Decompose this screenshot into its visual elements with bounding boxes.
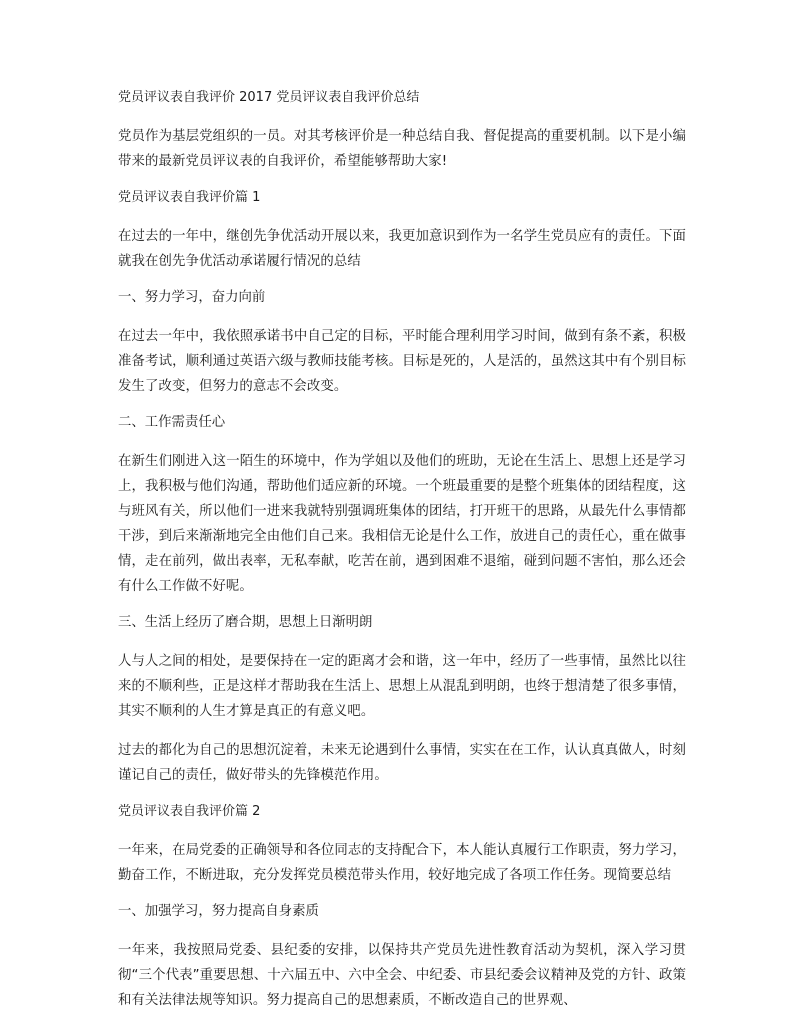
section-2-paragraph-1: 一年来，在局党委的正确领导和各位同志的支持配合下，本人能认真履行工作职责，努力学习，勤奋工作，不断进取，充分发挥党员模范带头作用，较好地完成了各项工作任务。现简要总结 — [118, 843, 686, 883]
section-1-title: 党员评议表自我评价篇 1 — [118, 190, 261, 205]
document-page — [118, 88, 686, 1027]
section-1-heading-3: 三、生活上经历了磨合期，思想上日渐明朗 — [118, 615, 373, 630]
section-2-title: 党员评议表自我评价篇 2 — [118, 804, 261, 819]
section-1-paragraph-1: 在过去的一年中，继创先争优活动开展以来，我更加意识到作为一名学生党员应有的责任。下面就我在创先争优活动承诺履行情况的总结 — [118, 229, 686, 269]
section-1-heading-1: 一、努力学习，奋力向前 — [118, 290, 266, 305]
section-1-paragraph-3: 在新生们刚进入这一陌生的环境中，作为学姐以及他们的班助，无论在生活上、思想上还是学习上，我积极与他们沟通，帮助他们适应新的环境。一个班最重要的是整个班集体的团结程度，这与班风有关，所以他们一进来我就特别强调班集体的团结，打开班干的思路，从最先什么事情都干涉，到后来渐渐地完全由他们自己来。我相信无论是什么工作，放进自己的责任心，重在做事情，走在前列，做出表率，无私奉献，吃苦在前，遇到困难不退缩，碰到问题不害怕，那么还会有什么工作做不好呢。 — [118, 454, 686, 594]
section-1-paragraph-4: 人与人之间的相处，是要保持在一定的距离才会和谐，这一年中，经历了一些事情，虽然比以往来的不顺利些，正是这样才帮助我在生活上、思想上从混乱到明朗，也终于想清楚了很多事情，其实不顺利的人生才算是真正的有意义吧。 — [118, 654, 686, 719]
intro-paragraph: 党员作为基层党组织的一员。对其考核评价是一种总结自我、督促提高的重要机制。以下是小编带来的最新党员评议表的自我评价，希望能够帮助大家! — [118, 129, 686, 169]
section-1-paragraph-2: 在过去一年中，我依照承诺书中自己定的目标，平时能合理利用学习时间，做到有条不紊，积极准备考试，顺利通过英语六级与教师技能考核。目标是死的，人是活的，虽然这其中有个别目标发生了改变，但努力的意志不会改变。 — [118, 329, 686, 394]
section-1-heading-2: 二、工作需责任心 — [118, 415, 226, 430]
document-title: 党员评议表自我评价 2017 党员评议表自我评价总结 — [118, 90, 420, 105]
section-1-paragraph-5: 过去的都化为自己的思想沉淀着，未来无论遇到什么事情，实实在在工作，认认真真做人，时刻谨记自己的责任，做好带头的先锋模范作用。 — [118, 743, 686, 783]
section-2-paragraph-2: 一年来，我按照局党委、县纪委的安排，以保持共产党员先进性教育活动为契机，深入学习贯彻“三个代表”重要思想、十六届五中、六中全会、中纪委、市县纪委会议精神及党的方针、政策和有关法律法规等知识。努力提高自己的思想素质，不断改造自己的世界观、 — [118, 943, 686, 1008]
section-2-heading-1: 一、加强学习，努力提高自身素质 — [118, 904, 319, 919]
